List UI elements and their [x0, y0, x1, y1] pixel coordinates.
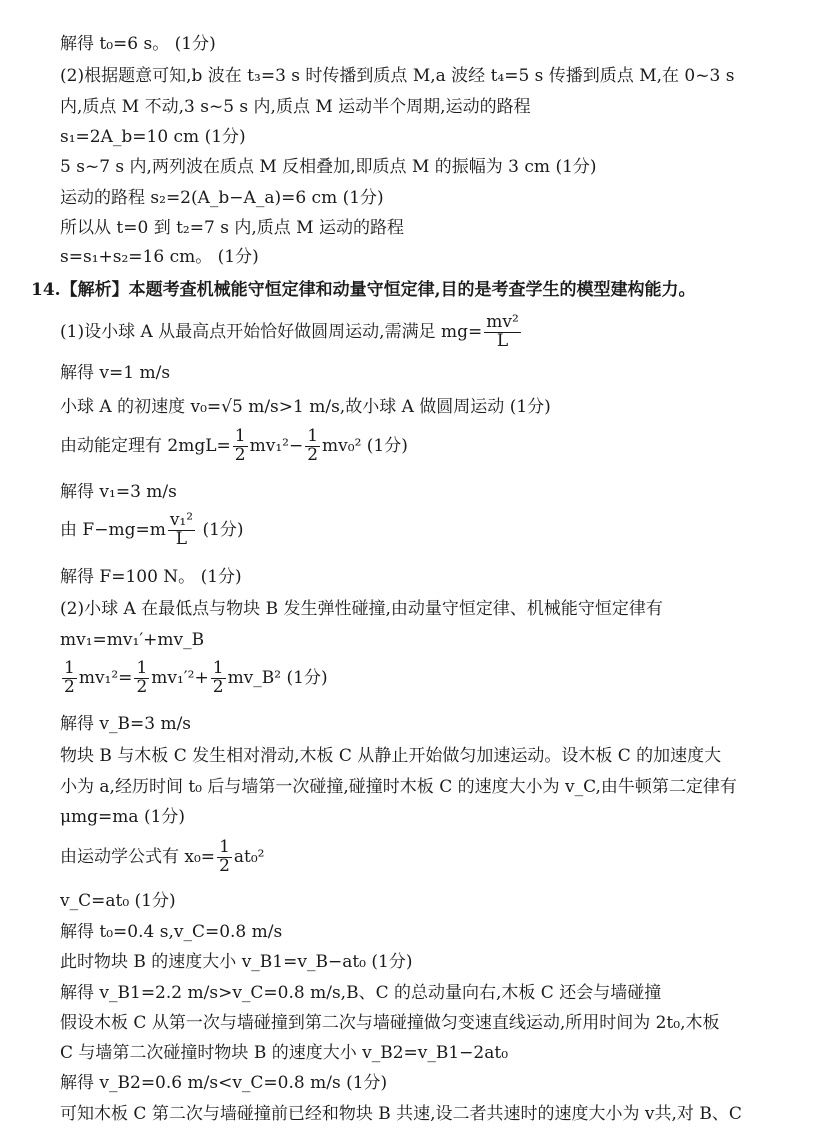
text-line: 5 s~7 s 内,两列波在质点 M 反相叠加,即质点 M 的振幅为 3 cm (1分) [60, 157, 597, 177]
equation-line [60, 839, 808, 876]
equation-line [60, 660, 808, 697]
denominator: 2 [212, 676, 224, 697]
text-line: 小为 a,经历时间 t₀ 后与墙第一次碰撞,碰撞时木板 C 的速度大小为 v_C,由牛顿第二定律有 [60, 777, 737, 797]
text-line: C 与墙第二次碰撞时物块 B 的速度大小 v_B2=v_B1−2at₀ [60, 1043, 509, 1063]
equation-text: mv₀² (1分) [322, 435, 408, 456]
equation-line [60, 428, 808, 465]
equation-text: at₀² [233, 846, 265, 867]
equation-text: 由 F−mg=m [60, 519, 166, 540]
question-14-heading: 14.【解析】本题考查机械能守恒定律和动量守恒定律,目的是考查学生的模型建构能力。 [31, 280, 696, 300]
text-line: 解得 v₁=3 m/s [60, 482, 177, 502]
text-line: 解得 v_B2=0.6 m/s<v_C=0.8 m/s (1分) [60, 1073, 388, 1093]
text-line: s₁=2A_b=10 cm (1分) [60, 127, 246, 147]
text-line: 解得 v=1 m/s [60, 363, 171, 383]
text-line: 可知木板 C 第二次与墙碰撞前已经和物块 B 共速,设二者共速时的速度大小为 v共,对 B、C [60, 1104, 742, 1124]
numerator: 1 [234, 426, 246, 446]
text-line: s=s₁+s₂=16 cm。 (1分) [60, 247, 259, 267]
numerator: 1 [64, 658, 75, 678]
equation-text: mv₁²= [78, 667, 133, 688]
equation-text: mv_B² (1分) [227, 667, 328, 688]
text-line: 所以从 t=0 到 t₂=7 s 内,质点 M 运动的路程 [60, 218, 404, 238]
fraction [168, 512, 195, 549]
text-line: 解得 t₀=6 s。 (1分) [60, 34, 216, 54]
fraction [217, 839, 232, 876]
equation-text: 由动能定理有 2mgL= [60, 435, 231, 456]
equation-text: mv₁′²+ [151, 667, 209, 688]
denominator: L [175, 528, 188, 549]
numerator: 1 [136, 658, 148, 678]
fraction [62, 660, 77, 697]
fraction [134, 660, 149, 697]
fraction [211, 660, 226, 697]
equation-line [60, 512, 808, 549]
denominator: 2 [307, 444, 319, 465]
equation-text: mv₁²− [249, 435, 304, 456]
text-line: 解得 v_B=3 m/s [60, 714, 192, 734]
fraction [233, 428, 248, 465]
numerator: 1 [307, 426, 319, 446]
text-line: 物块 B 与木板 C 发生相对滑动,木板 C 从静止开始做匀加速运动。设木板 C 的加速度大 [60, 746, 722, 766]
equation-text: (1分) [197, 519, 244, 540]
denominator: 2 [64, 676, 75, 697]
equation-line [60, 314, 808, 351]
denominator: 2 [219, 855, 230, 876]
fraction [305, 428, 320, 465]
denominator: 2 [136, 676, 148, 697]
text-line: mv₁=mv₁′+mv_B [60, 630, 205, 650]
text-line: 解得 t₀=0.4 s,v_C=0.8 m/s [60, 922, 283, 942]
text-line: 解得 v_B1=2.2 m/s>v_C=0.8 m/s,B、C 的总动量向右,木板 C 还会与墙碰撞 [60, 983, 662, 1003]
text-line: 小球 A 的初速度 v₀=√5 m/s>1 m/s,故小球 A 做圆周运动 (1分) [60, 397, 551, 417]
text-line: 假设木板 C 从第一次与墙碰撞到第二次与墙碰撞做匀变速直线运动,所用时间为 2t₀,木板 [60, 1013, 720, 1033]
numerator: v₁² [169, 510, 194, 530]
text-line: (2)小球 A 在最低点与物块 B 发生弹性碰撞,由动量守恒定律、机械能守恒定律有 [60, 599, 663, 619]
text-line: 内,质点 M 不动,3 s~5 s 内,质点 M 运动半个周期,运动的路程 [60, 97, 531, 117]
fraction [484, 314, 521, 351]
equation-text: (1)设小球 A 从最高点开始恰好做圆周运动,需满足 mg= [60, 321, 483, 342]
numerator: 1 [212, 658, 224, 678]
text-line: 此时物块 B 的速度大小 v_B1=v_B−at₀ (1分) [60, 952, 413, 972]
denominator: L [496, 330, 509, 351]
denominator: 2 [234, 444, 246, 465]
text-line: v_C=at₀ (1分) [60, 891, 176, 911]
text-line: (2)根据题意可知,b 波在 t₃=3 s 时传播到质点 M,a 波经 t₄=5 s 传播到质点 M,在 0~3 s [60, 66, 735, 86]
equation-text: 由运动学公式有 x₀= [60, 846, 216, 867]
text-line: 运动的路程 s₂=2(A_b−A_a)=6 cm (1分) [60, 188, 384, 208]
text-line: μmg=ma (1分) [60, 807, 186, 827]
numerator: 1 [219, 837, 230, 857]
numerator: mv² [486, 312, 519, 332]
text-line: 解得 F=100 N。 (1分) [60, 567, 242, 587]
